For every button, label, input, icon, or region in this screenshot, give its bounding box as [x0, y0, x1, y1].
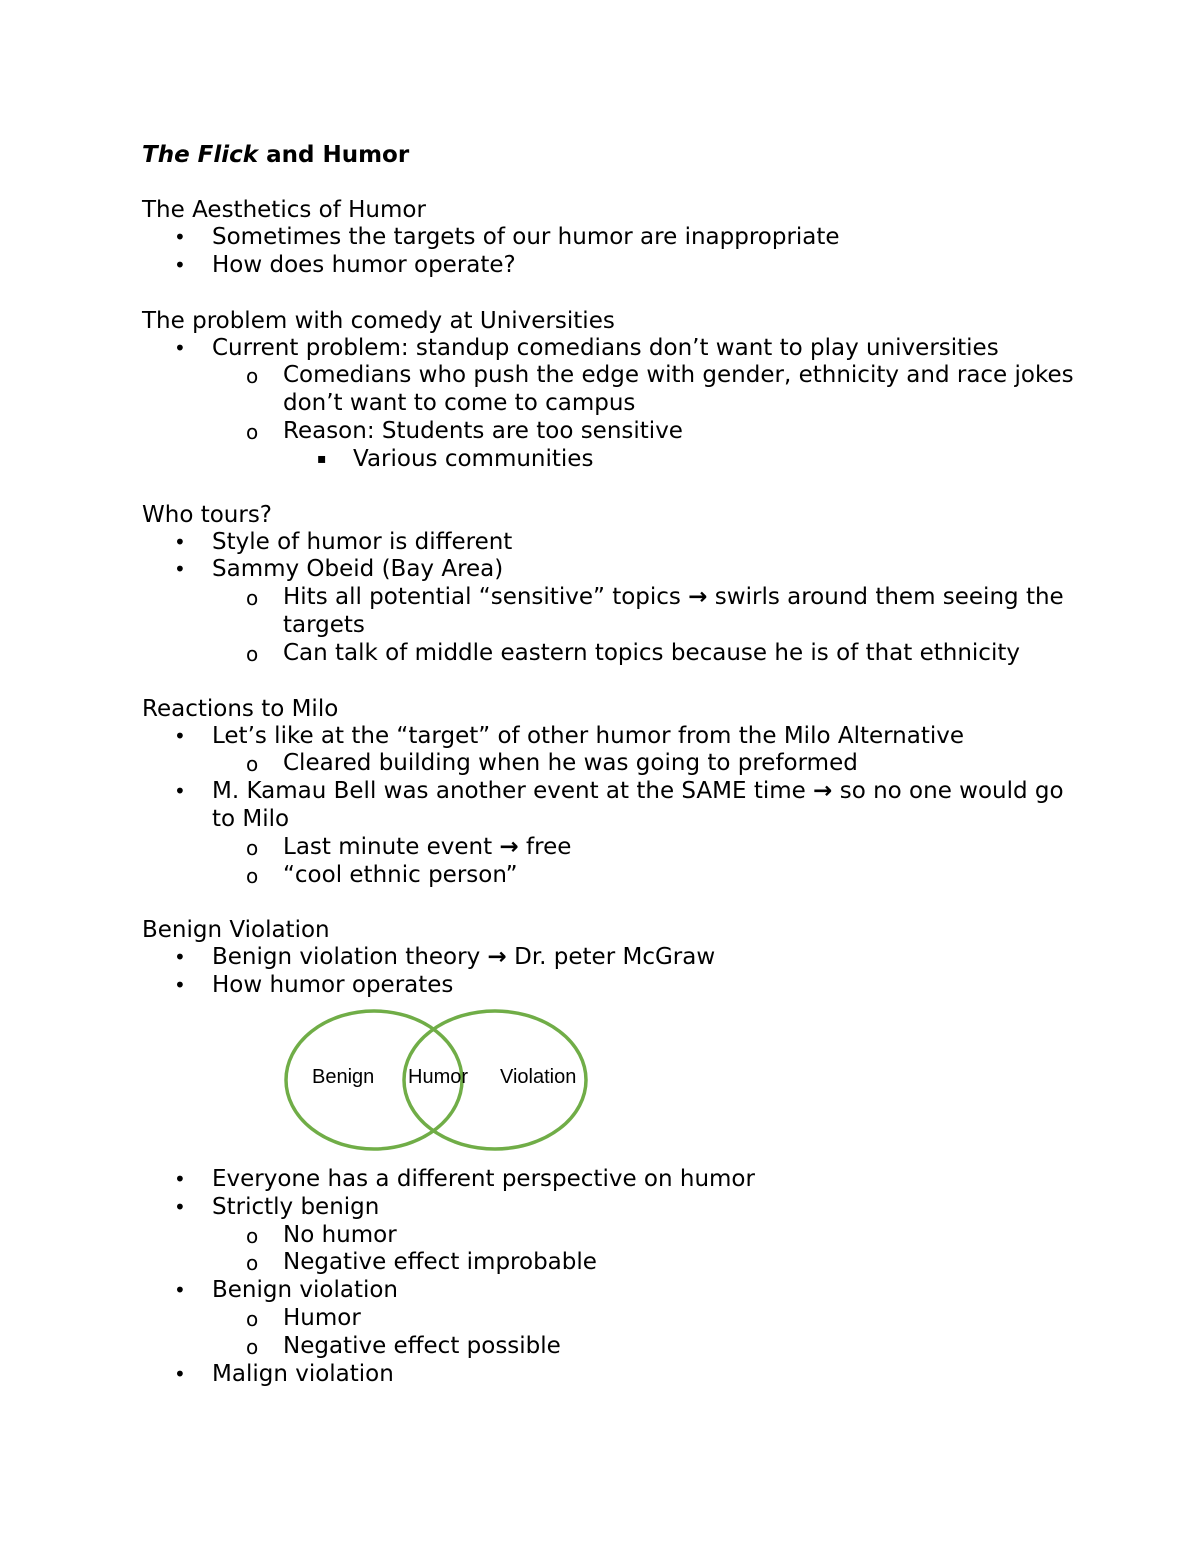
arrow-right-icon: →	[688, 584, 708, 611]
section-benign-violation	[142, 916, 1082, 1388]
sub-list-item	[212, 584, 1082, 640]
bullet-dot-icon: •	[174, 335, 186, 360]
bullet-dot-icon: •	[174, 779, 186, 804]
sub-list	[212, 584, 1082, 667]
sub-list-item	[212, 362, 1082, 418]
list-item-text: Current problem: standup comedians don’t want to play universities	[212, 334, 999, 361]
list-item-text: Dr. peter McGraw	[506, 944, 716, 971]
bullet-circle-icon: o	[246, 419, 259, 444]
list-item	[142, 1194, 1082, 1277]
sub-list-item	[212, 1305, 1082, 1333]
section-aesthetics	[142, 196, 1082, 280]
bullet-circle-icon: o	[246, 364, 259, 389]
bullet-dot-icon: •	[174, 1194, 186, 1219]
bullet-circle-icon: o	[246, 1223, 259, 1248]
bullet-dot-icon: •	[174, 252, 186, 277]
section-universities	[142, 307, 1082, 474]
bullet-dot-icon: •	[174, 557, 186, 582]
document-title	[142, 140, 1082, 170]
bullet-circle-icon: o	[246, 586, 259, 611]
list-item-text: Can talk of middle eastern topics because he is of that ethnicity	[283, 639, 1020, 666]
section-who-tours	[142, 501, 1082, 668]
list-item-text: Negative effect improbable	[283, 1249, 597, 1276]
list-item-text: free	[518, 833, 572, 860]
title-rest: and Humor	[258, 142, 410, 168]
list-item-text: Humor	[283, 1304, 361, 1331]
arrow-right-icon: →	[499, 833, 519, 860]
sub-list	[212, 1305, 1082, 1361]
list-item	[142, 224, 1082, 252]
bullet-dot-icon: •	[174, 1166, 186, 1191]
list-item	[142, 529, 1082, 557]
arrow-right-icon: →	[487, 944, 507, 971]
bullet-dot-icon: •	[174, 945, 186, 970]
sub-list-item	[212, 1249, 1082, 1277]
bullet-dot-icon: •	[174, 1361, 186, 1386]
bullet-dot-icon: •	[174, 723, 186, 748]
list-item-text: Sometimes the targets of our humor are inappropriate	[212, 224, 840, 250]
bullet-list	[142, 335, 1082, 474]
list-item-text: Malign violation	[212, 1360, 394, 1387]
list-item-text: swirls around them seeing the targets	[283, 584, 1064, 638]
sub-list	[212, 750, 1082, 778]
section-reactions-milo	[142, 695, 1082, 890]
section-heading: Who tours?	[142, 501, 273, 528]
sub-sub-list	[283, 446, 1082, 474]
list-item	[142, 944, 1082, 972]
list-item-text: “cool ethnic person”	[283, 861, 518, 888]
section-heading: Reactions to Milo	[142, 695, 339, 722]
list-item-text: Negative effect possible	[283, 1332, 561, 1359]
sub-list	[212, 834, 1082, 890]
sub-list-item	[212, 862, 1082, 890]
bullet-circle-icon: o	[246, 1306, 259, 1331]
sub-list	[212, 1222, 1082, 1278]
list-item-text: No humor	[283, 1221, 397, 1248]
list-item-text: Last minute event	[283, 833, 500, 860]
list-item-text: Comedians who push the edge with gender, ethnicity and race jokes don’t want to come to campus	[283, 362, 1074, 417]
venn-label-benign: Benign	[312, 1065, 375, 1088]
sub-list-item	[212, 1333, 1082, 1361]
list-item	[142, 1361, 1082, 1389]
list-item-text: Various communities	[353, 445, 594, 472]
list-item-text: Cleared building when he was going to preformed	[283, 750, 858, 777]
section-heading: Benign Violation	[142, 917, 330, 944]
list-item-text: How does humor operate?	[212, 251, 516, 278]
list-item-text: Strictly benign	[212, 1193, 380, 1220]
venn-diagram	[284, 1008, 604, 1158]
list-item	[142, 1277, 1082, 1360]
sub-list-item	[212, 1222, 1082, 1250]
sub-list	[212, 362, 1082, 473]
list-item	[142, 252, 1082, 280]
sub-sub-list-item	[283, 446, 1082, 474]
list-item-text: Benign violation theory	[212, 944, 488, 971]
list-item-text: Hits all potential “sensitive” topics	[283, 584, 689, 611]
document-body	[142, 140, 1082, 1415]
bullet-dot-icon: •	[174, 529, 186, 554]
bullet-list	[142, 1166, 1082, 1388]
list-item-text: Reason: Students are too sensitive	[283, 417, 683, 444]
bullet-circle-icon: o	[246, 1334, 259, 1359]
sub-list-item	[212, 750, 1082, 778]
title-italic: The Flick	[142, 142, 259, 168]
list-item-text: How humor operates	[212, 972, 454, 999]
section-heading: The problem with comedy at Universities	[142, 307, 615, 334]
bullet-dot-icon: •	[174, 1278, 186, 1303]
venn-label-humor: Humor	[408, 1065, 469, 1088]
bullet-list	[142, 224, 1082, 280]
list-item-text: Style of humor is different	[212, 528, 513, 555]
bullet-list	[142, 723, 1082, 890]
list-item-text: so no one would go to Milo	[212, 778, 1064, 832]
list-item-text: M. Kamau Bell was another event at the SAME time	[212, 778, 814, 805]
bullet-list	[142, 529, 1082, 668]
sub-list-item	[212, 418, 1082, 474]
list-item	[142, 556, 1082, 667]
bullet-square-icon: ▪	[317, 450, 327, 467]
list-item-text: Everyone has a different perspective on humor	[212, 1165, 755, 1192]
bullet-dot-icon: •	[174, 973, 186, 998]
list-item-text: Let’s like at the “target” of other humor from the Milo Alternative	[212, 722, 965, 749]
bullet-circle-icon: o	[246, 835, 259, 860]
sub-list-item	[212, 640, 1082, 668]
list-item-text: Sammy Obeid (Bay Area)	[212, 556, 504, 583]
list-item-text: Benign violation	[212, 1277, 398, 1304]
list-item	[142, 1166, 1082, 1194]
bullet-dot-icon: •	[174, 225, 186, 249]
bullet-circle-icon: o	[246, 1251, 259, 1276]
bullet-list	[142, 944, 1082, 1000]
list-item	[142, 335, 1082, 474]
arrow-right-icon: →	[813, 778, 833, 805]
bullet-circle-icon: o	[246, 641, 259, 666]
list-item	[142, 723, 1082, 779]
sub-list-item	[212, 834, 1082, 862]
list-item	[142, 778, 1082, 889]
list-item	[142, 972, 1082, 1000]
bullet-circle-icon: o	[246, 863, 259, 888]
bullet-circle-icon: o	[246, 752, 259, 777]
section-heading: The Aesthetics of Humor	[142, 197, 426, 223]
venn-label-violation: Violation	[500, 1065, 577, 1088]
